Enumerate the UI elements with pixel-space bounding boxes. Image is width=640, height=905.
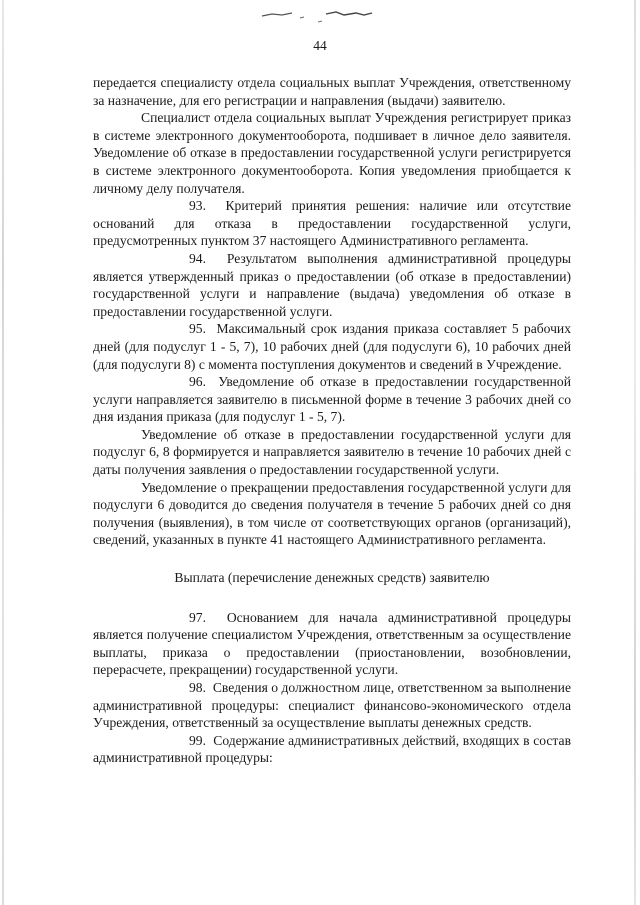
paragraph-number: 99. [189, 732, 206, 748]
paragraph [93, 74, 571, 109]
scan-edge-right [634, 0, 636, 905]
paragraph-text: Уведомление о прекращении предоставления государственной услуги для подуслуги 6 доводится до сведения получателя в течение 5 рабочих дней со дня получения (выявления), в том числе от соответствующих органов (организаций), сведений, указанных в пункте 41 настоящего Административного регламента. [93, 479, 571, 548]
paragraph [93, 426, 571, 479]
section-heading: Выплата (перечисление денежных средств) заявителю [174, 570, 490, 586]
document-body [93, 74, 571, 767]
paragraph-text: Основанием для начала административной процедуры является получение специалистом Учреждения, ответственным за осуществление выплаты, приказа о предоставлении (приостановлении, возобновлении, перерасчете, прекращении) государственной услуги. [93, 609, 571, 678]
paragraph-text: Содержание административных действий, входящих в состав административной процедуры: [93, 732, 571, 766]
paragraph-list-top [93, 74, 571, 549]
paragraph-text: Сведения о должностном лице, ответственном за выполнение административной процедуры: специалист финансово-экономического отдела Учреждения, ответственный за осуществление выплаты денежных средств. [93, 680, 571, 731]
paragraph [93, 109, 571, 197]
paragraph-number: 97. [189, 609, 206, 625]
paragraph-text: Уведомление об отказе в предоставлении государственной услуги направляется заявителю в письменной форме в течение 3 рабочих дней со дня издания приказа (для подуслуг 1 - 5, 7). [93, 374, 571, 425]
paragraph-number: 96. [189, 374, 206, 390]
paragraph [93, 479, 571, 549]
paragraph [93, 732, 571, 767]
paragraph-number: 98. [189, 680, 206, 695]
paragraph [93, 679, 571, 732]
paragraph-text: передается специалисту отдела социальных выплат Учреждения, ответственному за назначение, для его регистрации и направления (выдачи) заявителю. [93, 75, 571, 108]
paragraph-number: 95. [189, 321, 206, 337]
paragraph-text: Максимальный срок издания приказа составляет 5 рабочих дней (для подуслуг 1 - 5, 7), 10 рабочих дней (для подуслуги 6), 10 рабочих дней (для подуслуги 8) с момента поступления документов и сведений в Учреждение. [93, 321, 572, 372]
paragraph [93, 197, 571, 250]
paragraph [93, 373, 571, 426]
paragraph [93, 250, 571, 320]
paragraph-number: 93. [189, 198, 206, 214]
scan-edge-left [2, 0, 4, 905]
paragraph-text: Уведомление об отказе в предоставлении государственной услуги для подуслуг 6, 8 формируется и направляется заявителю в течение 10 рабочих дней с даты получения заявления о предоставлении государственной услуги. [93, 426, 571, 478]
paragraph-text: Специалист отдела социальных выплат Учреждения регистрирует приказ в системе электронного документооборота, подшивает в личное дело заявителя. Уведомление об отказе в предоставлении государственной услуги регистрируется в системе электронного документооборота. Копия уведомления приобщается к личному делу получателя. [93, 110, 571, 196]
paragraph-number: 94. [189, 250, 206, 266]
paragraph-text: Критерий принятия решения: наличие или отсутствие оснований для отказа в предоставлении государственной услуги, предусмотренных пунктом 37 настоящего Административного регламента. [93, 198, 571, 249]
paragraph [93, 609, 571, 679]
page-number: 44 [313, 38, 327, 53]
paragraph [93, 320, 571, 373]
scan-artifact-marks [0, 0, 640, 30]
paragraph-text: Результатом выполнения административной процедуры является утвержденный приказ о предоставлении (об отказе в предоставлении) государственной услуги и направление (выдача) уведомления об отказе в предоставлении государственной услуги. [93, 250, 572, 319]
paragraph-list-bottom [93, 609, 571, 767]
